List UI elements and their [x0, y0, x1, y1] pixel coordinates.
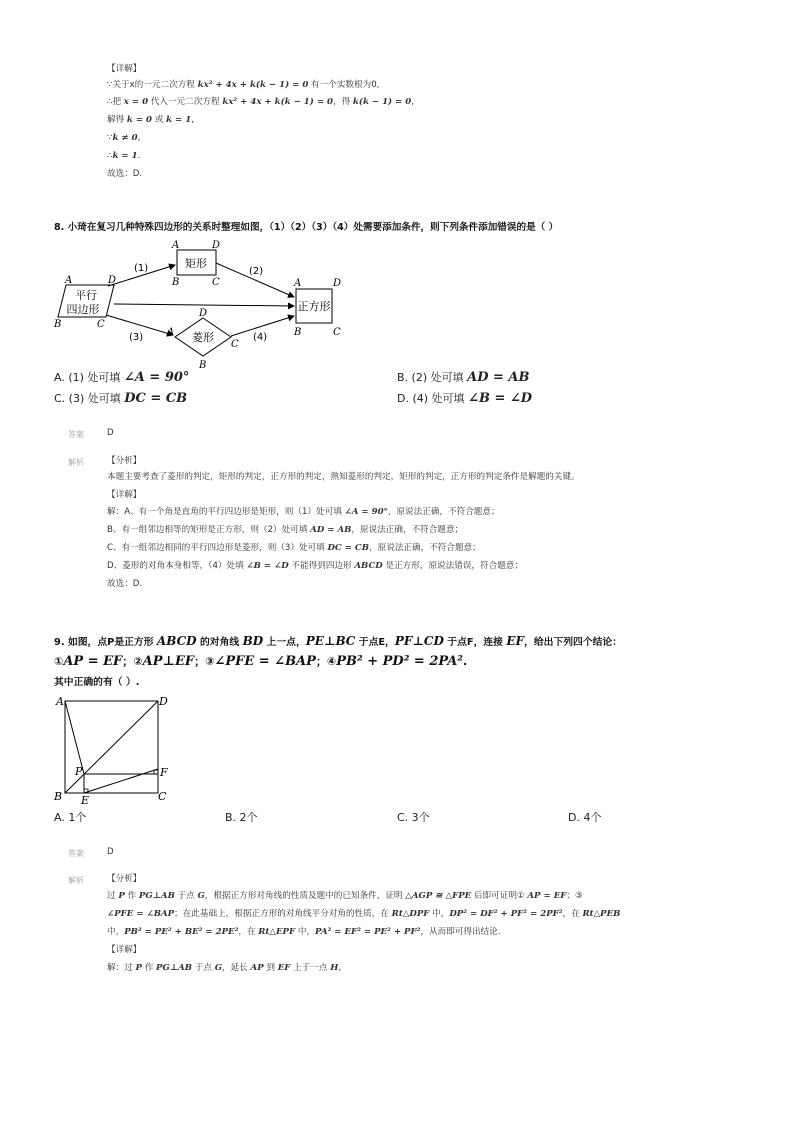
svg-text:B: B: [54, 319, 62, 330]
option-a[interactable]: A. (1) 处可填 ∠A = 90°: [54, 370, 190, 385]
svg-text:D: D: [108, 275, 117, 286]
svg-text:A: A: [172, 240, 180, 251]
question-9-stem-line3: 其中正确的有（ ）.: [54, 677, 140, 688]
analysis-header: 【分析】: [107, 874, 142, 884]
parallelogram-label-line1: 平行: [75, 289, 97, 302]
rectangle-label: 矩形: [185, 257, 207, 270]
detail-line: 解：过 P 作 PG⊥AB 于点 G，延长 AP 到 EF 上于一点 H,: [107, 963, 342, 973]
option-a[interactable]: A. 1个: [54, 811, 87, 824]
solution-line: ∵k ≠ 0,: [107, 133, 141, 143]
analysis-line: 本题主要考查了菱形的判定，矩形的判定，正方形的判定，熟知菱形的判定，矩形的判定，正方形的判定条件是解题的关键。: [107, 472, 580, 482]
detail-line: C、有一组邻边相同的平行四边形是菱形，则（3）处可填 DC = CB，原说法正确，不符合题意；: [107, 543, 481, 553]
analysis-tag: 解析: [68, 458, 84, 467]
solution-line: 解得 k = 0 或 k = 1,: [107, 115, 194, 125]
question-9-stem-line1: 9. 如图，点P是正方形 ABCD 的对角线 BD 上一点，PE⊥BC 于点E，PF⊥CD 于点F，连接 EF，给出下列四个结论：: [54, 634, 623, 648]
analysis-tag: 解析: [68, 876, 84, 885]
option-d[interactable]: D. 4个: [568, 811, 602, 824]
option-d[interactable]: D. (4) 处可填 ∠B = ∠D: [397, 391, 533, 406]
svg-text:B: B: [54, 790, 63, 803]
svg-text:D: D: [212, 240, 221, 251]
svg-text:D: D: [159, 695, 168, 708]
svg-text:(2): (2): [249, 266, 264, 277]
solution-line: 故选：D.: [107, 169, 143, 179]
answer-tag: 答案: [68, 849, 84, 858]
svg-text:A: A: [167, 327, 175, 338]
svg-text:F: F: [160, 766, 168, 779]
solution-line: ∵关于x的一元二次方程 kx² + 4x + k(k − 1) = 0 有一个实数根为0,: [107, 80, 380, 90]
option-b[interactable]: B. 2个: [225, 811, 258, 824]
svg-text:A: A: [65, 275, 73, 286]
detail-line: 故选：D.: [107, 579, 143, 589]
question-9-conclusions: ①AP = EF；②AP⊥EF；③∠PFE = ∠BAP；④PB² + PD² = 2PA².: [54, 654, 468, 669]
analysis-header: 【分析】: [107, 456, 142, 466]
svg-text:B: B: [199, 360, 207, 370]
svg-text:B: B: [294, 327, 302, 338]
svg-text:C: C: [231, 339, 239, 350]
svg-text:(4): (4): [253, 332, 268, 343]
analysis-line: 过 P 作 PG⊥AB 于点 G，根据正方形对角线的性质及题中的已知条件，证明 △AGP ≅ △FPE 后即可证明① AP = EF；③: [107, 891, 583, 901]
svg-text:C: C: [158, 790, 167, 803]
answer-tag: 答案: [68, 430, 84, 439]
detail-line: 解：A、有一个角是直角的平行四边形是矩形，则（1）处可填 ∠A = 90°，原说法正确，不符合题意；: [107, 507, 500, 517]
svg-text:C: C: [97, 319, 105, 330]
detail-line: B、有一组邻边相等的矩形是正方形，则（2）处可填 AD = AB，原说法正确，不符合题意；: [107, 525, 464, 535]
svg-text:A: A: [294, 278, 302, 289]
option-c[interactable]: C. 3个: [397, 811, 430, 824]
detail-header: 【详解】: [107, 945, 142, 955]
svg-text:P: P: [75, 765, 83, 778]
detail-header: 【详解】: [107, 64, 142, 74]
analysis-line: ∠PFE = ∠BAP；在此基础上，根据正方形的对角线平分对角的性质，在 Rt△DPF 中，DP² = DF² + PF² = 2PF²，在 Rt△PEB: [107, 909, 621, 919]
arrow-direct: [114, 304, 294, 306]
svg-text:B: B: [172, 277, 180, 288]
svg-text:C: C: [333, 327, 341, 338]
analysis-line: 中，PB² = PE² + BE² = 2PE²，在 Rt△EPF 中，PA² = EF² = PE² + PF²，从而即可得出结论.: [107, 927, 501, 937]
svg-text:D: D: [333, 278, 342, 289]
svg-text:D: D: [199, 308, 208, 319]
question-8-stem: 8. 小琦在复习几种特殊四边形的关系时整理如图，（1）（2）（3）（4）处需要添加条件，则下列条件添加错误的是（ ）: [54, 222, 559, 233]
solution-line: ∴k = 1.: [107, 151, 141, 161]
svg-text:(1): (1): [134, 263, 149, 274]
detail-line: D、菱形的对角本身相等，（4）处填 ∠B = ∠D 不能得到四边形 ABCD 是正方形，原说法错误，符合题意；: [107, 561, 523, 571]
option-c[interactable]: C. (3) 处可填 DC = CB: [54, 391, 188, 406]
svg-text:A: A: [56, 695, 64, 708]
rhombus-label: 菱形: [192, 331, 214, 344]
square-label: 正方形: [297, 300, 331, 313]
square-geometry-diagram: [50, 693, 180, 805]
option-b[interactable]: B. (2) 处可填 AD = AB: [397, 370, 530, 385]
svg-text:C: C: [212, 277, 220, 288]
solution-line: ∴把 x = 0 代入一元二次方程 kx² + 4x + k(k − 1) = 0，得 k(k − 1) = 0,: [107, 97, 415, 107]
svg-text:(3): (3): [129, 332, 144, 343]
quadrilateral-relation-diagram: [50, 236, 360, 370]
answer-value: D: [107, 428, 114, 438]
svg-text:E: E: [81, 794, 90, 805]
parallelogram-label-line2: 四边形: [66, 303, 100, 316]
answer-value: D: [107, 847, 114, 857]
detail-header: 【详解】: [107, 490, 142, 500]
